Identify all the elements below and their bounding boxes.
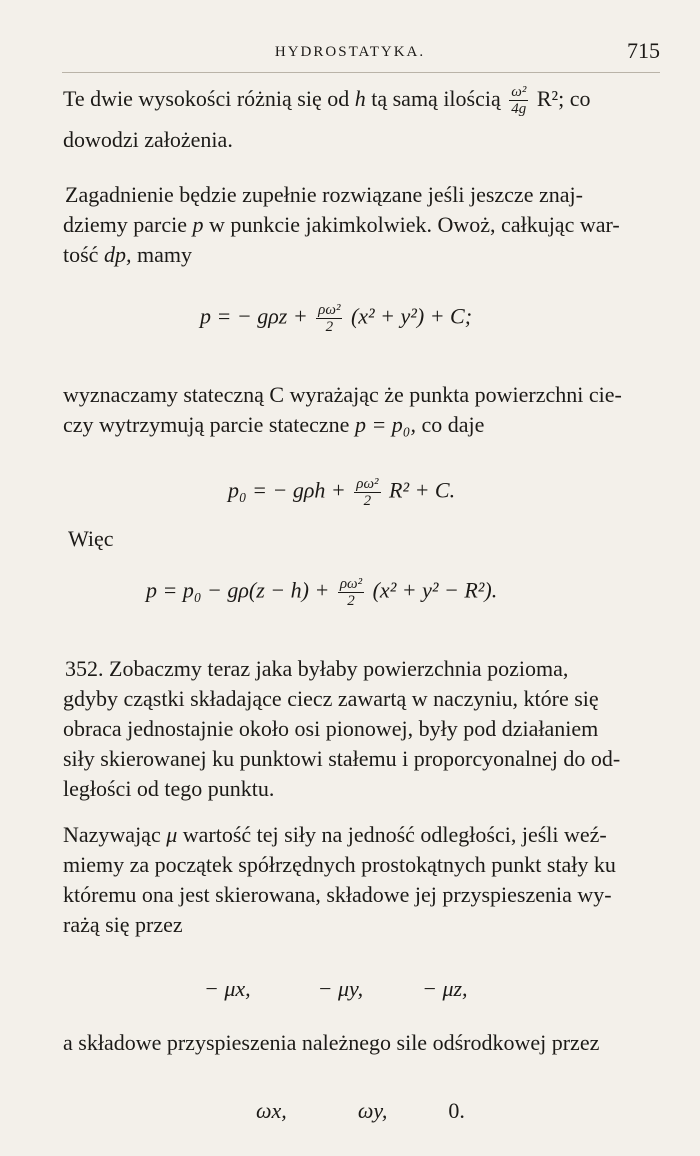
- para3-text-a: czy wytrzymują parcie stateczne: [63, 412, 350, 437]
- para1-text-c: R²; co: [536, 86, 591, 111]
- para2-line1: Zagadnienie będzie zupełnie rozwiązane jeśli jeszcze znaj-: [65, 182, 583, 207]
- para4-line4: siły skierowanej ku punktowi stałemu i proporcyonalnej do od-: [63, 746, 621, 771]
- var-mu: μ: [166, 822, 178, 847]
- eq2-frac-num: ρω²: [356, 476, 379, 492]
- eq1-left: p = − gρz +: [200, 303, 308, 329]
- paragraph-1: [63, 84, 660, 155]
- eq4-term-z: − μz,: [422, 976, 468, 1001]
- para6-line1: a składowe przyspieszenia należnego sile odśrodkowej przez: [63, 1030, 600, 1055]
- para1-text-a: Te dwie wysokości różnią się od: [63, 86, 350, 111]
- header-rule: [62, 72, 660, 73]
- var-p-equals-p0: p = p₀,: [354, 412, 416, 437]
- para3-line2: [63, 410, 660, 440]
- eq2-frac-den: 2: [363, 493, 372, 509]
- para3-line1: wyznaczamy stateczną C wyrażając że punkta powierzchni cie-: [63, 382, 622, 407]
- para1-line1: [63, 84, 660, 117]
- equation-3: [146, 576, 497, 609]
- equation-1: [200, 302, 472, 335]
- equation-5: [256, 1098, 465, 1124]
- eq4-term-x: − μx,: [204, 976, 251, 1001]
- para3-text-b: co daje: [421, 412, 485, 437]
- eq3-frac-den: 2: [347, 593, 355, 609]
- frac-den: 4g: [511, 101, 527, 118]
- equation-4: [204, 976, 468, 1002]
- frac-num: ω²: [511, 84, 527, 101]
- paragraph-5: [63, 820, 660, 940]
- eq3-frac-num: ρω²: [339, 576, 363, 592]
- var-dp: dp,: [103, 242, 132, 267]
- eq5-term-y: ωy,: [357, 1098, 388, 1123]
- para2-line3: [63, 240, 660, 270]
- eq3-right: (x² + y² − R²).: [372, 577, 498, 603]
- eq3-fraction: [338, 576, 364, 609]
- eq5-term-x: ωx,: [256, 1098, 287, 1123]
- page-number: 715: [627, 38, 660, 63]
- paragraph-3: [63, 380, 660, 440]
- para5-text-a: Nazywając: [63, 822, 161, 847]
- paragraph-4: [63, 654, 660, 804]
- var-h: h: [354, 86, 366, 111]
- eq1-right: (x² + y²) + C;: [350, 303, 473, 329]
- para2-text-d: mamy: [136, 242, 192, 267]
- wiec-label: Więc: [68, 526, 114, 551]
- para1-text-b: tą samą ilością: [371, 86, 501, 111]
- para5-line3: któremu ona jest skierowana, składowe jej przyspieszenia wy-: [63, 882, 612, 907]
- para5-line1: [63, 820, 660, 850]
- paragraph-6: [63, 1028, 660, 1058]
- eq1-fraction: [316, 302, 342, 335]
- eq4-term-y: − μy,: [317, 976, 364, 1001]
- fraction-omega-4g: [509, 84, 528, 117]
- equation-2: [228, 476, 455, 509]
- para4-line1: 352. Zobaczmy teraz jaka byłaby powierzchnia pozioma,: [65, 656, 569, 681]
- para4-line2: gdyby cząstki składające ciecz zawartą w naczyniu, które się: [63, 686, 599, 711]
- para1-line2: dowodzi założenia.: [63, 127, 233, 153]
- paragraph-2: [63, 180, 660, 270]
- para2-line2: [63, 210, 660, 240]
- para2-text-a: dziemy parcie: [63, 212, 187, 237]
- para4-line5: ległości od tego punktu.: [63, 776, 275, 801]
- running-head: [0, 38, 700, 68]
- para4-line3: obraca jednostajnie około osi pionowej, były pod działaniem: [63, 716, 599, 741]
- para2-text-b: w punkcie jakimkolwiek. Owoż, całkując war-: [209, 212, 620, 237]
- running-title: HYDROSTATYKA.: [274, 44, 426, 60]
- eq1-frac-num: ρω²: [318, 302, 341, 318]
- para5-line4: rażą się przez: [63, 912, 183, 937]
- var-p: p: [192, 212, 204, 237]
- eq1-frac-den: 2: [325, 319, 334, 335]
- para5-line2: miemy za początek spółrzędnych prostokątnych punkt stały ku: [63, 852, 616, 877]
- para2-text-c: tość: [63, 242, 99, 267]
- eq5-term-zero: 0.: [448, 1098, 465, 1123]
- para5-text-b: wartość tej siły na jedność odległości, jeśli weź-: [182, 822, 607, 847]
- eq3-left: p = p₀ − gρ(z − h) +: [146, 577, 330, 603]
- eq2-left: p₀ = − gρh +: [228, 477, 346, 503]
- eq2-right: R² + C.: [389, 477, 456, 503]
- eq2-fraction: [354, 476, 380, 509]
